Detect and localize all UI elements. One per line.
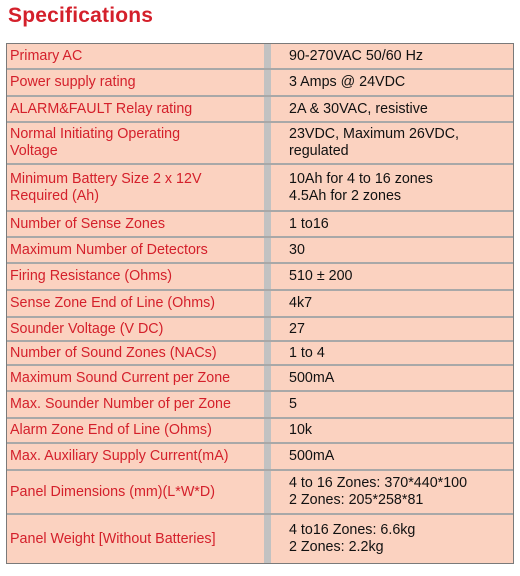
row-label: Normal Initiating Operating Voltage (7, 123, 271, 163)
row-value: 4 to 16 Zones: 370*440*100 2 Zones: 205*258*81 (289, 475, 468, 508)
table-row (7, 318, 513, 342)
row-value: 510 ± 200 (289, 268, 353, 284)
table-row (7, 471, 513, 515)
row-value: 1 to 4 (289, 344, 325, 361)
table-row (7, 291, 513, 318)
row-label: Max. Sounder Number of per Zone (7, 392, 271, 417)
row-value: 10Ah for 4 to 16 zones 4.5Ah for 2 zones (289, 170, 433, 204)
row-value: 1 to16 (289, 215, 329, 232)
row-value: 500mA (289, 448, 335, 464)
row-label: Sounder Voltage (V DC) (7, 318, 271, 340)
row-value: 23VDC, Maximum 26VDC, regulated (289, 126, 460, 159)
table-row (7, 515, 513, 563)
row-value: 2A & 30VAC, resistive (289, 100, 428, 117)
row-label: Number of Sense Zones (7, 212, 271, 236)
row-label: ALARM&FAULT Relay rating (7, 97, 271, 121)
table-row (7, 342, 513, 366)
table-row (7, 165, 513, 212)
row-label: Max. Auxiliary Supply Current(mA) (7, 444, 271, 469)
row-label: Primary AC (7, 44, 271, 68)
row-label: Firing Resistance (Ohms) (7, 264, 271, 289)
row-label: Minimum Battery Size 2 x 12V Required (Ah) (7, 165, 271, 210)
row-value: 3 Amps @ 24VDC (289, 74, 406, 90)
table-row (7, 97, 513, 123)
table-row (7, 444, 513, 471)
row-label: Alarm Zone End of Line (Ohms) (7, 419, 271, 442)
table-row (7, 419, 513, 444)
row-value: 4 to16 Zones: 6.6kg 2 Zones: 2.2kg (289, 522, 416, 555)
row-value: 10k (289, 422, 313, 438)
table-row (7, 44, 513, 70)
table-row (7, 212, 513, 238)
specifications-table (6, 43, 514, 564)
table-row (7, 70, 513, 97)
row-label: Panel Weight [Without Batteries] (7, 515, 271, 563)
table-row (7, 366, 513, 392)
row-value: 27 (289, 320, 305, 337)
row-value: 30 (289, 241, 305, 258)
row-label: Maximum Number of Detectors (7, 238, 271, 262)
row-label: Panel Dimensions (mm)(L*W*D) (7, 471, 271, 513)
row-label: Maximum Sound Current per Zone (7, 366, 271, 390)
table-row (7, 264, 513, 291)
row-label: Number of Sound Zones (NACs) (7, 342, 271, 364)
row-value: 500mA (289, 369, 335, 386)
table-row (7, 238, 513, 264)
row-value: 90-270VAC 50/60 Hz (289, 47, 424, 64)
row-label: Power supply rating (7, 70, 271, 95)
page-title: Specifications (8, 4, 154, 27)
table-row (7, 392, 513, 419)
row-label: Sense Zone End of Line (Ohms) (7, 291, 271, 316)
row-value: 4k7 (289, 295, 313, 311)
table-row (7, 123, 513, 165)
row-value: 5 (289, 396, 297, 412)
